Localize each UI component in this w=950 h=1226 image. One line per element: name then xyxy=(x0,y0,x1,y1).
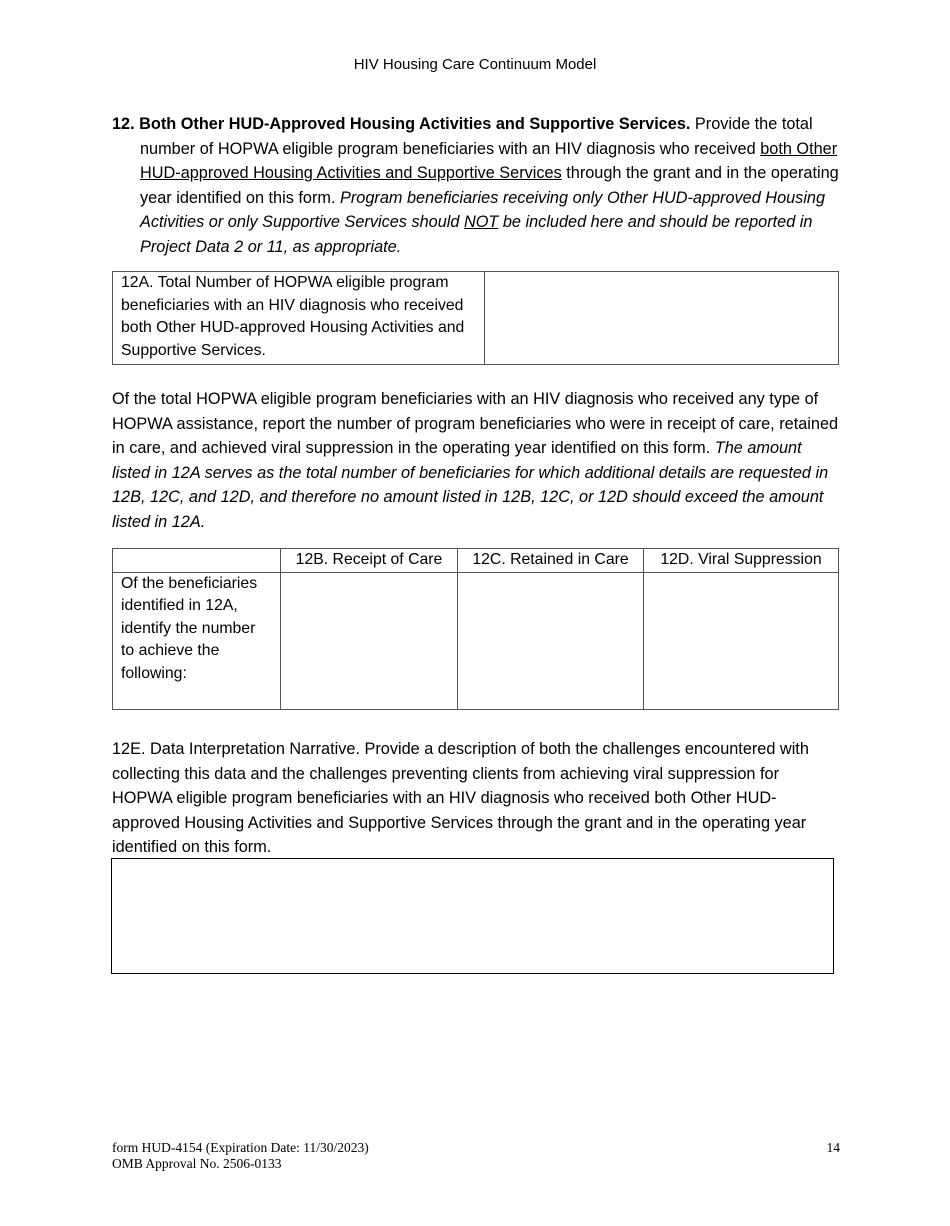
section-heading: Both Other HUD-Approved Housing Activities and Supportive Services. xyxy=(139,115,691,133)
page-footer xyxy=(112,1140,840,1172)
column-header-12b: 12B. Receipt of Care xyxy=(281,549,458,573)
section-italic-underlined: NOT xyxy=(463,213,499,231)
table-row xyxy=(113,272,839,365)
paragraph-12e-narrative-instructions: 12E. Data Interpretation Narrative. Provide a description of both the challenges encountered with collecting this data and the challenges preventing clients from achieving viral suppression for HOPWA eligible program beneficiaries with an HIV diagnosis who received both Other HUD-approved Housing Activities and Supportive Services through the grant and in the operating year identified on this form. xyxy=(112,740,809,856)
row-label: Of the beneficiaries identified in 12A, identify the number to achieve the following: xyxy=(113,572,281,709)
paragraph-text: Of the total HOPWA eligible program beneficiaries with an HIV diagnosis who received any type of HOPWA assistance, report the number of program beneficiaries who were in receipt of care, retained in care, and achieved viral suppression in the operating year identified on this form. xyxy=(112,390,839,457)
field-12d-input[interactable] xyxy=(644,572,839,709)
footer-form-number: form HUD-4154 (Expiration Date: 11/30/2023) xyxy=(112,1140,369,1155)
paragraph-italic-text: The amount listed in 12A serves as the total number of beneficiaries for which additional details are requested in 12B, 12C, and 12D, and therefore no amount listed in 12B, 12C, or 12D should exceed the amount listed in 12A. xyxy=(112,439,829,531)
field-12c-input[interactable] xyxy=(458,572,644,709)
narrative-text-box[interactable] xyxy=(111,858,834,974)
section-italic-text-2: be included here and should be reported in Project Data 2 or 11, as appropriate. xyxy=(140,213,813,256)
page-header-title: HIV Housing Care Continuum Model xyxy=(353,56,597,73)
section-12-instructions xyxy=(112,112,856,259)
field-12b-input[interactable] xyxy=(281,572,458,709)
section-italic-text-1: Program beneficiaries receiving only Other HUD-approved Housing Activities or only Supportive Services should xyxy=(140,188,826,231)
section-number: 12. xyxy=(112,115,135,133)
field-12a-input[interactable] xyxy=(485,272,839,365)
column-header-empty xyxy=(113,549,281,573)
table-12a xyxy=(112,271,839,365)
table-12b-12d xyxy=(112,548,839,710)
footer-omb-approval: OMB Approval No. 2506-0133 xyxy=(112,1156,282,1171)
section-text-2: through the grant and in the operating year identified on this form. xyxy=(140,164,839,207)
table-header-row xyxy=(113,549,839,573)
section-underlined-text: both Other HUD-approved Housing Activities and Supportive Services xyxy=(140,139,838,182)
column-header-12c: 12C. Retained in Care xyxy=(458,549,644,573)
page-number: 14 xyxy=(826,1140,840,1155)
paragraph-instructions-12b-12d xyxy=(112,387,840,534)
table-row xyxy=(113,572,839,709)
column-header-12d: 12D. Viral Suppression xyxy=(644,549,839,573)
field-12a-label: 12A. Total Number of HOPWA eligible program beneficiaries with an HIV diagnosis who received both Other HUD-approved Housing Activities and Supportive Services. xyxy=(113,272,485,365)
section-text-1: Provide the total number of HOPWA eligible program beneficiaries with an HIV diagnosis who received xyxy=(140,115,813,158)
